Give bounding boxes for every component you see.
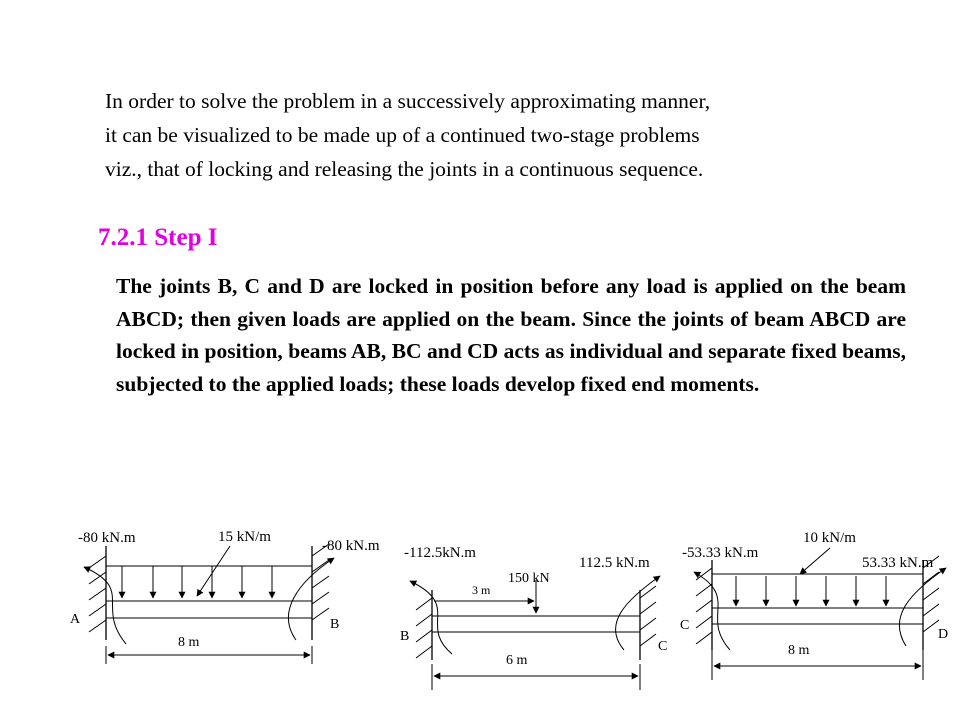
beam-bc-diagram bbox=[400, 545, 667, 690]
beam-ab-load-label: 15 kN/m bbox=[218, 529, 271, 545]
joint-d-label: D bbox=[938, 627, 949, 642]
beam-ab-load-block bbox=[106, 566, 312, 618]
joint-c-label-2: C bbox=[680, 618, 690, 633]
beam-ab-left-moment-arc bbox=[84, 567, 126, 644]
support-b-hatch-2 bbox=[416, 598, 432, 658]
beam-cd-right-moment-label: 53.33 kN.m bbox=[862, 555, 934, 571]
beam-cd-load-block bbox=[712, 574, 923, 624]
beam-ab-udl-arrows bbox=[122, 566, 272, 598]
beam-bc-left-moment-label: -112.5kN.m bbox=[404, 545, 476, 561]
beam-cd-diagram bbox=[680, 530, 948, 680]
beam-bc-member bbox=[432, 616, 640, 632]
section-heading: 7.2.1 Step I bbox=[98, 224, 218, 251]
joint-b-label-2: B bbox=[400, 629, 410, 644]
beam-ab-load-leader bbox=[197, 546, 230, 596]
beam-bc-load-position-label: 3 m bbox=[472, 583, 491, 597]
beam-ab-right-moment-arc bbox=[288, 558, 334, 640]
beam-ab-left-moment-label: -80 kN.m bbox=[78, 530, 136, 546]
beam-bc-right-moment-arc bbox=[616, 576, 660, 650]
section-body: The joints B, C and D are locked in position before any load is applied on the beam ABCD; then given loads are applied on the beam. Since the joints of beam ABCD are locked in position, beams AB, BC and CD acts as individual and separate fixed beams, subjected to the applied loads; these loads develop fixed end moments. bbox=[116, 274, 906, 396]
beam-cd-udl-arrows bbox=[736, 576, 886, 606]
joint-c-label: C bbox=[658, 639, 668, 654]
intro-line: In order to solve the problem in a successively approximating manner, bbox=[105, 89, 711, 113]
joint-b-label: B bbox=[330, 617, 340, 632]
support-c-hatch bbox=[640, 586, 656, 646]
support-c-hatch-2 bbox=[696, 568, 712, 644]
joint-a-label: A bbox=[70, 612, 81, 627]
beam-cd-load-label: 10 kN/m bbox=[803, 530, 856, 546]
beam-bc-left-moment-arc bbox=[410, 581, 452, 654]
beam-cd-span-label: 8 m bbox=[788, 643, 810, 658]
beam-ab-span-label: 8 m bbox=[178, 635, 200, 650]
intro-line: viz., that of locking and releasing the joints in a continuous sequence. bbox=[105, 157, 704, 181]
support-b-hatch bbox=[312, 544, 329, 620]
beam-bc-span-label: 6 m bbox=[506, 653, 528, 668]
beam-cd-left-moment-label: -53.33 kN.m bbox=[682, 545, 759, 561]
intro-line: it can be visualized to be made up of a continued two-stage problems bbox=[105, 123, 700, 147]
beam-cd-load-leader bbox=[800, 548, 830, 574]
beam-ab-diagram bbox=[70, 529, 380, 664]
beam-bc-right-moment-label: 112.5 kN.m bbox=[579, 555, 650, 571]
support-a-hatch bbox=[89, 556, 106, 632]
beam-bc-load-label: 150 kN bbox=[508, 571, 550, 586]
beam-ab-right-moment-label: -80 kN.m bbox=[322, 538, 380, 554]
